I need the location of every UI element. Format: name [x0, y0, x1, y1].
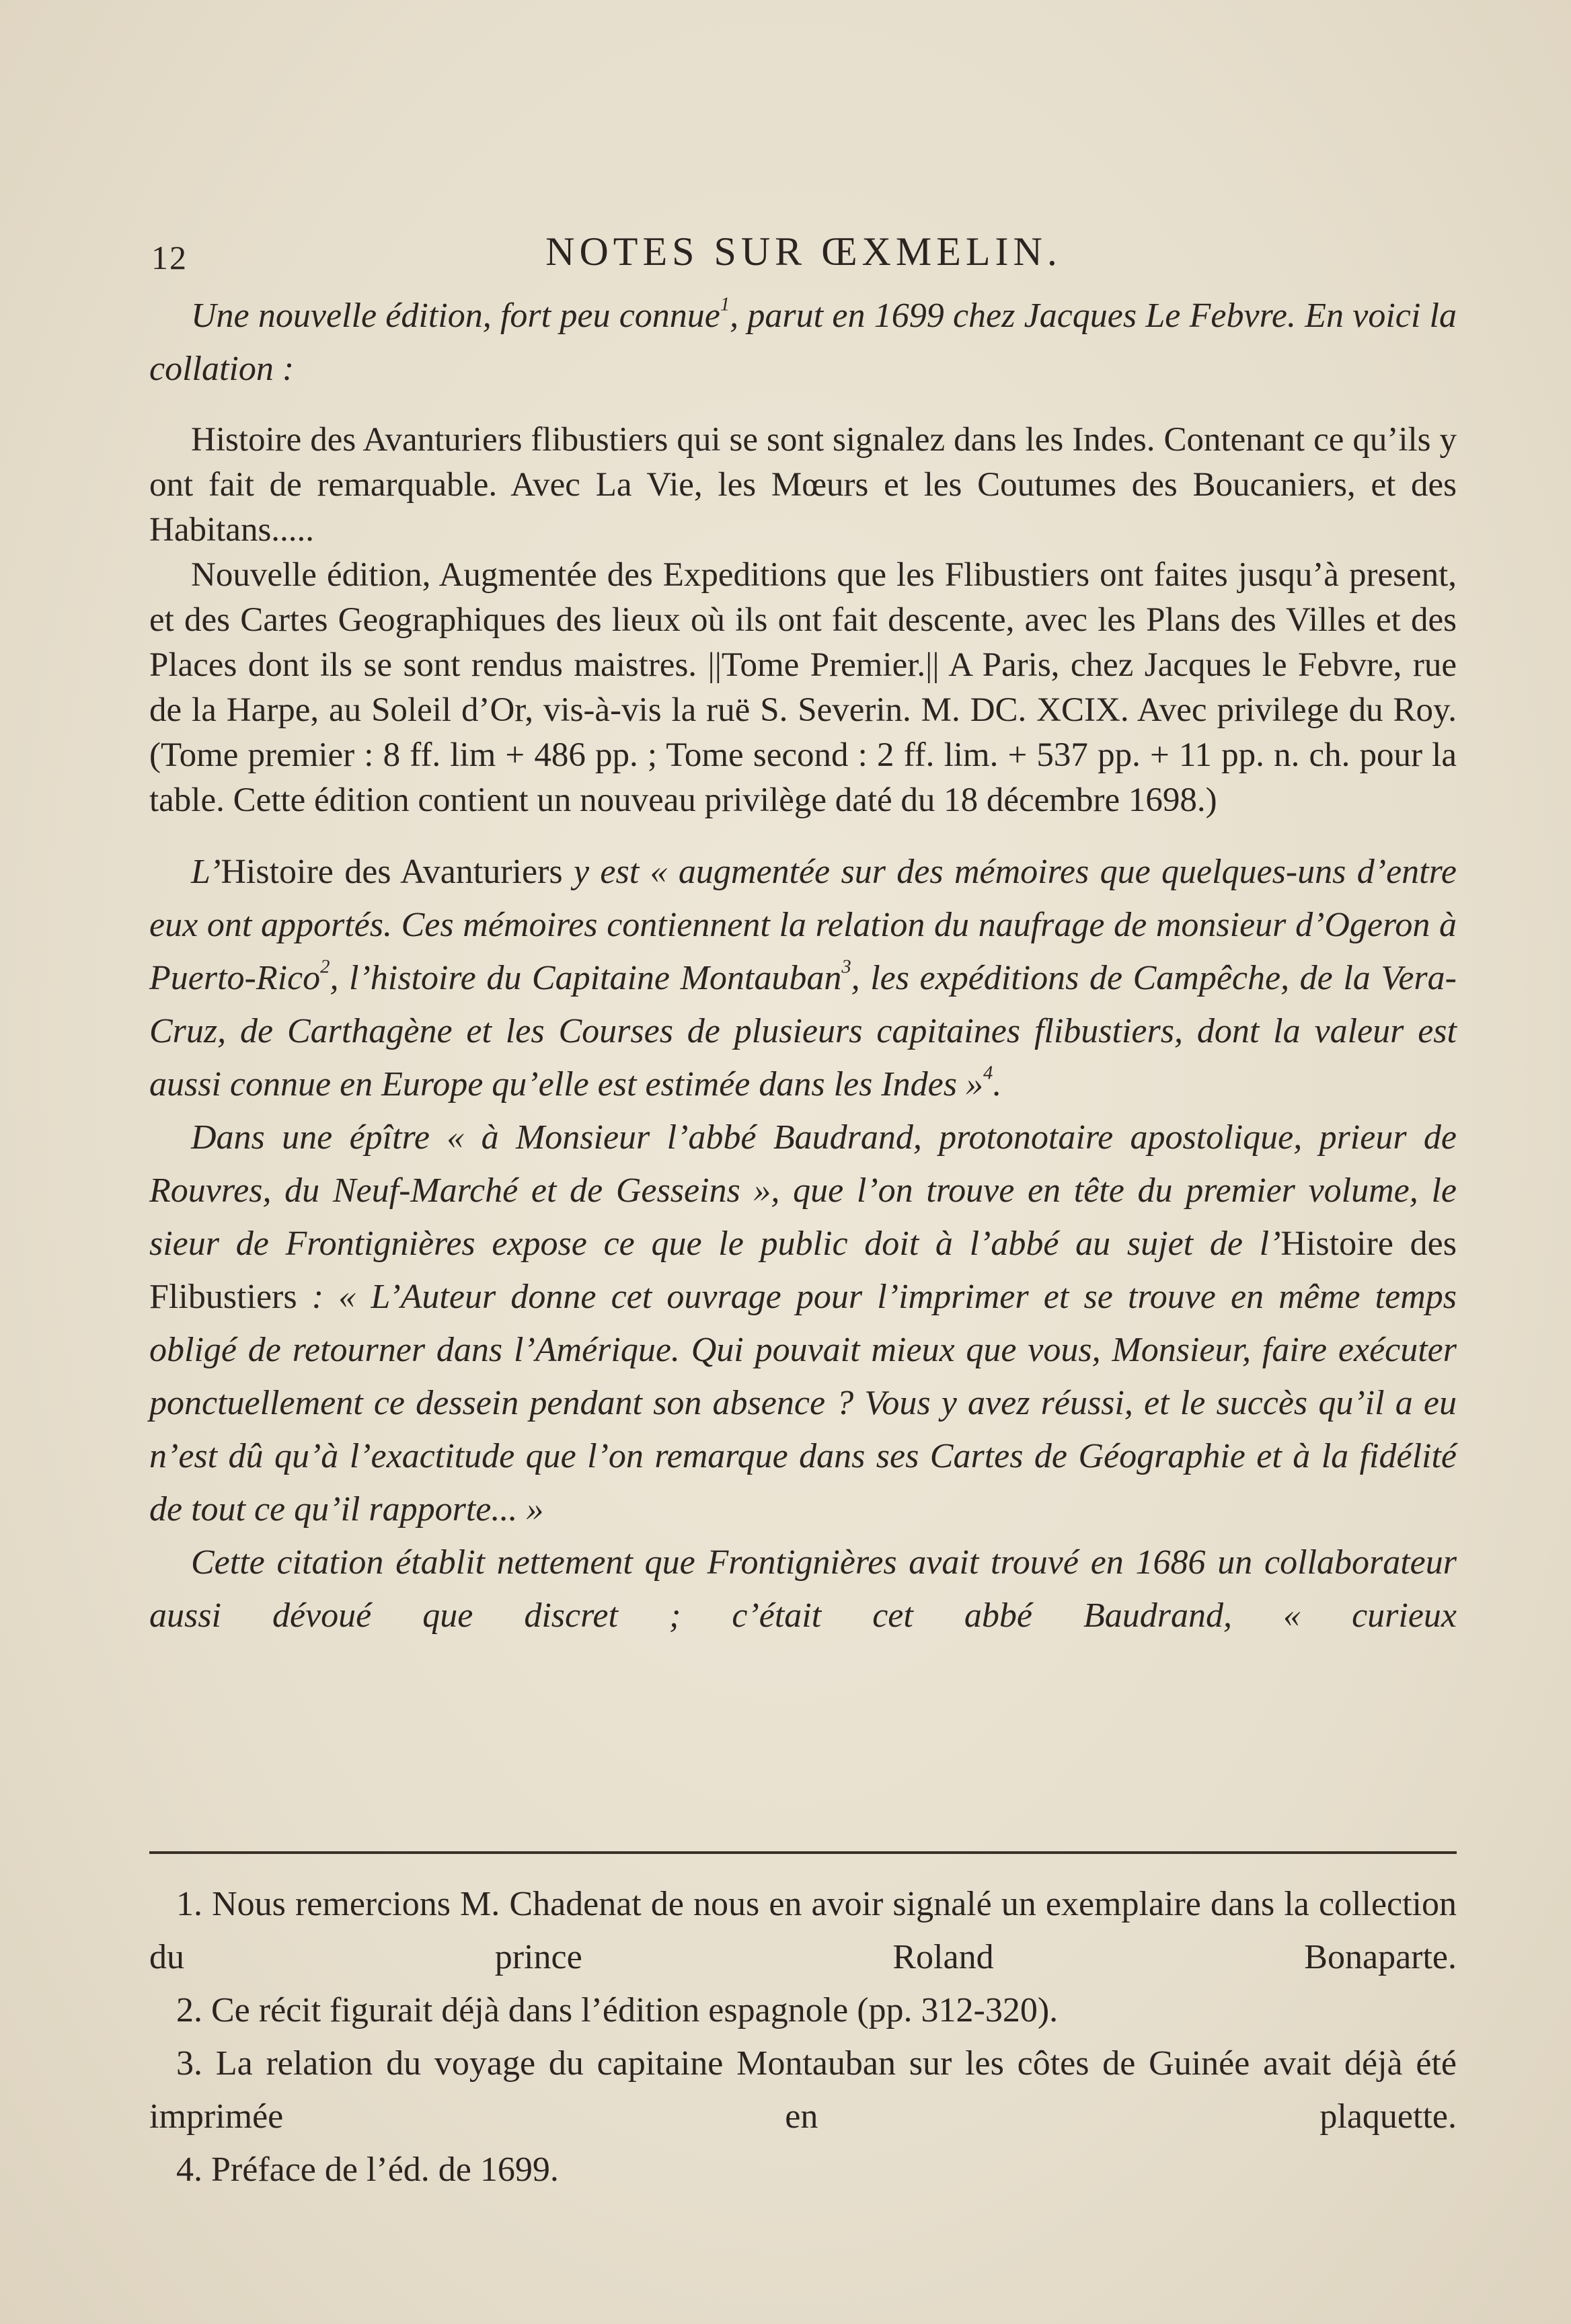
intro-text-b: , parut en 1699 chez Jacques Le Febvre. En voici la collation :: [149, 297, 1457, 388]
footnote-text: Préface de l’éd. de 1699.: [211, 2151, 559, 2189]
footnote-ref-1: 1: [720, 294, 730, 315]
footnote-mark: 3.: [176, 2044, 202, 2083]
epitre-a: Dans une épître « à Monsieur l’abbé Baudrand, protonotaire apostolique, prieur de Rouvres, du Neuf-Marché et de Gesseins », que l’on trouve en tête du premier volume, le sieur de Frontignières expose ce que le public doit à l’abbé au sujet de l’: [149, 1118, 1457, 1263]
footnote-4: [149, 2143, 1457, 2196]
main-text: [149, 289, 1457, 1642]
histoire-a: L’: [191, 853, 221, 891]
page-number: 12: [151, 239, 188, 276]
epitre-title: Histoire des Flibustiers: [149, 1225, 1457, 1316]
histoire-paragraph: [149, 845, 1457, 1111]
intro-paragraph: [149, 289, 1457, 395]
histoire-c: y est « augmentée sur des mémoires que quelques-uns d’entre eux ont apportés. Ces mémoires contiennent la relation du naufrage de monsieur d’Ogeron à Puerto-Rico: [149, 853, 1457, 997]
footnote-2: [149, 1984, 1457, 2037]
epitre-c: : « L’Auteur donne cet ouvrage pour l’imprimer et se trouve en même temps obligé de retourner dans l’Amérique. Qui pouvait mieux que vous, Monsieur, faire exécuter ponctuellement ce dessein pendant son absence ? Vous y avez réussi, et le succès qu’il a eu n’est dû qu’à l’exactitude que l’on remarque dans ses Cartes de Géographie et à la fidélité de tout ce qu’il rapporte... »: [149, 1278, 1457, 1528]
epitre-paragraph: [149, 1111, 1457, 1536]
page-header: [151, 229, 1456, 282]
histoire-f: .: [993, 1065, 1002, 1103]
footnotes: [149, 1877, 1457, 2196]
footnote-ref-4: 4: [983, 1062, 993, 1084]
histoire-title: Histoire des Avanturiers: [221, 853, 563, 891]
citation-paragraph: Cette citation établit nettement que Frontignières avait trouvé en 1686 un collaborateur aussi dévoué que discret ; c’était cet abbé Baudrand, « curieux: [149, 1543, 1457, 1635]
footnote-3: [149, 2037, 1457, 2143]
footnote-text: Nous remercions M. Chadenat de nous en avoir signalé un exemplaire dans la collection du prince Roland Bonaparte.: [149, 1885, 1457, 1976]
footnote-1: [149, 1877, 1457, 1984]
footnote-mark: 2.: [176, 1991, 202, 2029]
footnote-ref-2: 2: [320, 956, 330, 978]
footnote-text: La relation du voyage du capitaine Montauban sur les côtes de Guinée avait déjà été imprimée en plaquette.: [149, 2044, 1457, 2136]
running-head: NOTES SUR ŒXMELIN.: [545, 229, 1062, 274]
footnote-ref-3: 3: [841, 956, 851, 978]
collation-edition-paragraph: Nouvelle édition, Augmentée des Expeditions que les Flibustiers ont faites jusqu’à present, et des Cartes Geographiques des lieux où ils ont fait descente, avec les Plans des Villes et des Places dont ils se sont rendus maistres. ||Tome Premier.|| A Paris, chez Jacques le Febvre, rue de la Harpe, au Soleil d’Or, vis-à-vis la ruë S. Severin. M. DC. XCIX. Avec privilege du Roy. (Tome premier : 8 ff. lim + 486 pp. ; Tome second : 2 ff. lim. + 537 pp. + 11 pp. n. ch. pour la table. Cette édition contient un nouveau privilège daté du 18 décembre 1698.): [149, 556, 1457, 819]
footnote-text: Ce récit figurait déjà dans l’édition espagnole (pp. 312-320).: [211, 1991, 1059, 2029]
footnote-rule: [149, 1851, 1457, 1854]
histoire-e: , les expéditions de Campêche, de la Vera-Cruz, de Carthagène et les Courses de plusieurs capitaines flibustiers, dont la valeur est aussi connue en Europe qu’elle est estimée dans les Indes »: [149, 959, 1457, 1103]
footnote-mark: 1.: [176, 1885, 202, 1923]
collation-title-paragraph: Histoire des Avanturiers flibustiers qui se sont signalez dans les Indes. Contenant ce qu’ils y ont fait de remarquable. Avec La Vie, les Mœurs et les Coutumes des Boucaniers, et des Habitans.....: [149, 421, 1457, 549]
footnote-mark: 4.: [176, 2151, 202, 2189]
intro-text-a: Une nouvelle édition, fort peu connue: [191, 297, 720, 335]
histoire-d: , l’histoire du Capitaine Montauban: [330, 959, 842, 997]
